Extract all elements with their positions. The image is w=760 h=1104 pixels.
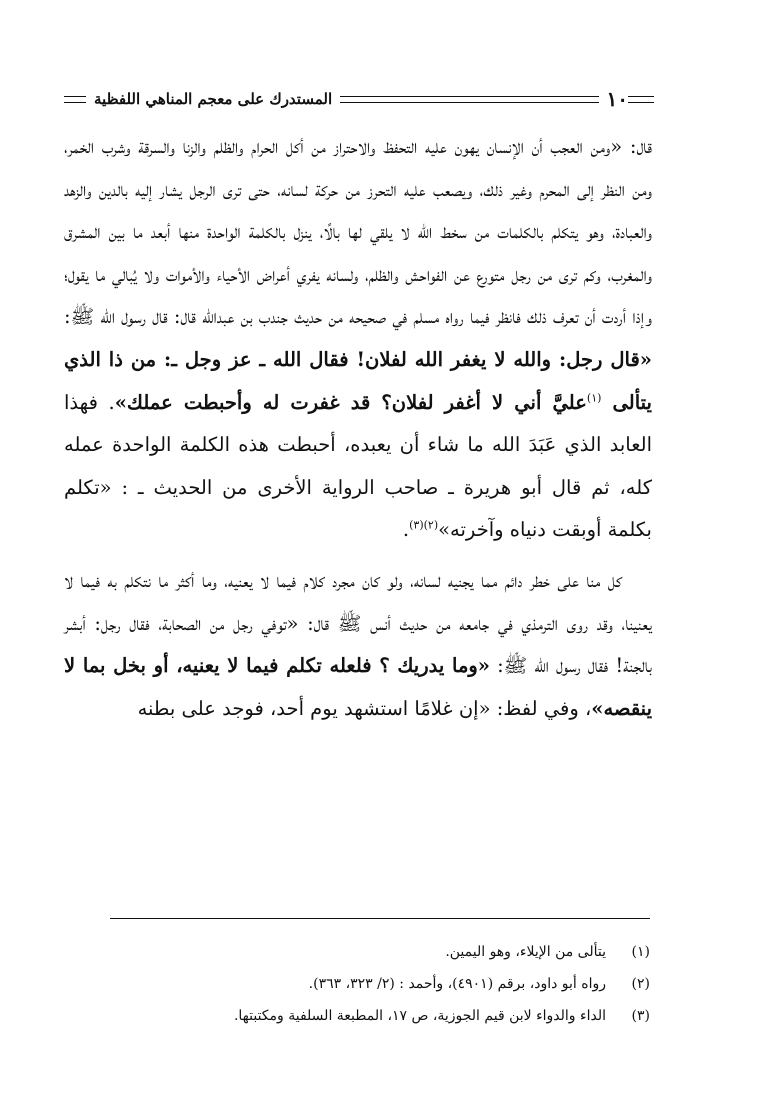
footnote-text: يتألى من الإيلاء، وهو اليمين. — [445, 944, 606, 960]
footnote-1 — [110, 936, 650, 968]
header-rule-right — [628, 96, 654, 103]
footnote-text: رواه أبو داود، برقم (٤٩٠١)، وأحمد : (٢/ ٣٢٣، ٣٦٣). — [308, 976, 606, 992]
footnote-text: الداء والدواء لابن قيم الجوزية، ص ١٧، المطبعة السلفية ومكتبتها. — [233, 1008, 606, 1024]
paragraph-2 — [64, 560, 652, 730]
header-rule-left — [64, 96, 86, 103]
p1-hadith-b: عليَّ أني لا أغفر لفلان؟ قد غفرت له وأحبطت عملك» — [114, 390, 587, 414]
p1-hadith-a: «قال رجل: والله لا يغفر الله لفلان! فقال الله ـ عز وجل ـ: من ذا الذي يتألى — [64, 347, 652, 414]
p1-text-end: . — [402, 518, 410, 542]
footnote-ref-2-3[interactable]: (٢)(٣) — [409, 518, 439, 532]
p2-text-b: ، وفي لفظ: «إن غلامًا استشهد يوم أحد، فوجد على بطنه — [137, 696, 592, 720]
paragraph-1 — [64, 126, 652, 552]
footnote-2 — [110, 968, 650, 1000]
footnote-number: (١) — [631, 944, 650, 960]
footnote-3 — [110, 1000, 650, 1032]
header-title: المستدرك على معجم المناهي اللفظية — [94, 90, 333, 108]
page-number: ١٠ — [606, 87, 628, 111]
p1-text-a: قال: «ومن العجب أن الإنسان يهون عليه التحفظ والاحتراز من أكل الحرام والظلم والزنا والسرقة وشرب الخمر، ومن النظر إلى المحرم وغير ذلك، ويصعب عليه التحرز من حركة لسانه، حتى ترى الرجل يشار إليه بالدين والزهد والعبادة، وهو يتكلم بالكلمات من سخط الله لا يلقي لها بالًا، ينزل بالكلمة الواحدة منها أبعد ما بين المشرق والمغرب، وكم ترى من رجل متورع عن الفواحش والظلم، ولسانه يفري أعراض الأحياء والأموات ولا يُبالي ما يقول؛ وإذا أردت أن تعرف ذلك فانظر فيما رواه مسلم في صحيحه من حديث جندب بن عبدالله قال: قال رسول الله ﷺ: — [64, 135, 652, 329]
p1-text-b: . فهذا العابد الذي عَبَدَ الله ما شاء أن يعبده، أحبطت هذه الكلمة الواحدة عمله كله، ثم قال أبو هريرة ـ صاحب الرواية الأخرى من الحديث ـ : «تكلم بكلمة أوبقت دنياه وآخرته» — [64, 390, 652, 542]
footnotes — [110, 936, 650, 1032]
footnote-divider — [110, 918, 650, 919]
footnote-number: (٢) — [631, 976, 650, 992]
p2-text-a: كل منا على خطر دائم مما يجنيه لسانه، ولو كان مجرد كلام فيما لا يعنيه، وما أكثر ما نتكلم به فيما لا يعنينا، وقد روى الترمذي في جامعه من حديث أنس ﷺ قال: «توفي رجل من الصحابة، فقال رجل: أبشر بالجنة! فقال رسول الله ﷺ: — [64, 568, 652, 678]
footnote-ref-1[interactable]: (١) — [586, 391, 602, 405]
header-rule-middle — [340, 96, 598, 103]
running-header — [64, 86, 654, 112]
footnote-number: (٣) — [631, 1008, 650, 1024]
p2-hadith: «وما يدريك ؟ فلعله تكلم فيما لا يعنيه، أو بخل بما لا ينقصه» — [64, 654, 652, 720]
body-text — [64, 126, 652, 730]
